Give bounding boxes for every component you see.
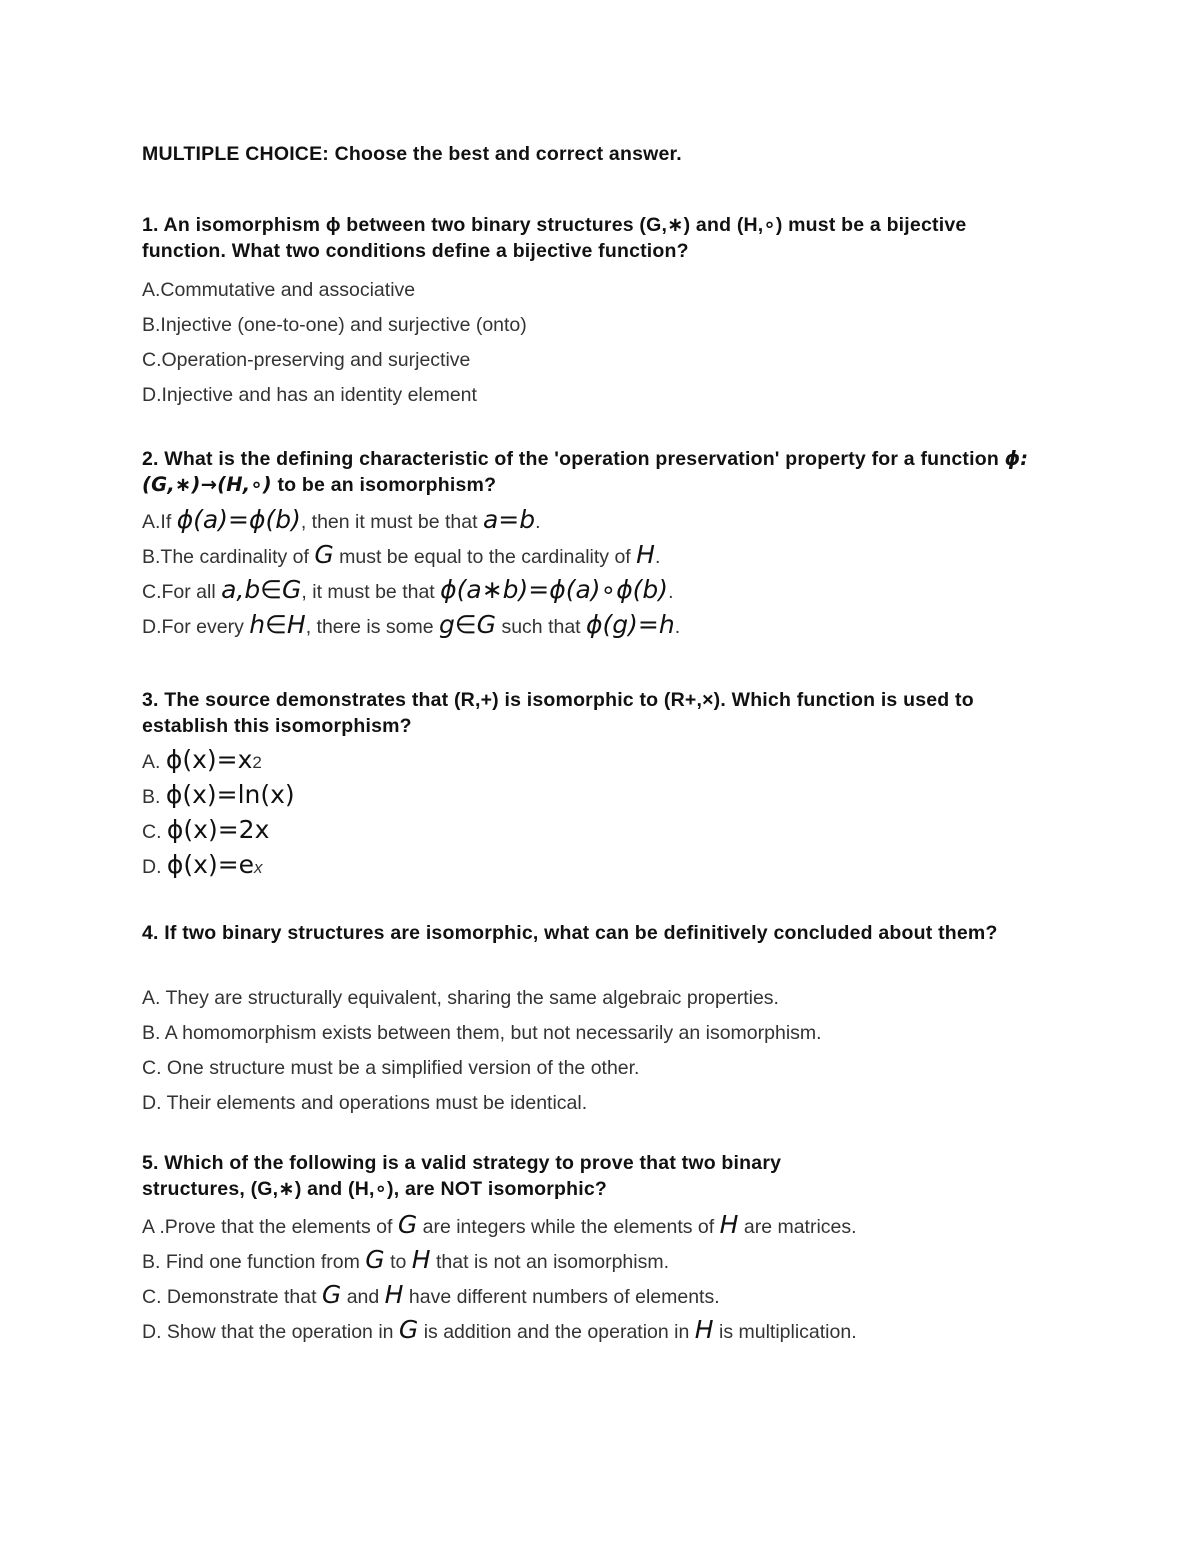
q3-option-b: B. ϕ(x)=ln(x) [142,780,295,809]
q1-option-a: A.Commutative and associative [142,279,416,301]
q5-option-b: B. Find one function from G to H that is not an isomorphism. [142,1245,670,1274]
q4-option-b: B. A homomorphism exists between them, but not necessarily an isomorphism. [142,1022,822,1044]
q5-option-a: A .Prove that the elements of G are integers while the elements of H are matrices. [142,1210,857,1239]
q3-option-c: C. ϕ(x)=2x [142,815,270,844]
q3-option-d: D. ϕ(x)=ex [142,850,263,879]
q2-option-d: D.For every h∈H, there is some g∈G such that ϕ(g)=h. [142,610,681,639]
question-5: 5. Which of the following is a valid strategy to prove that two binary structures, (G,∗) and (H,∘), are NOT isomorphic? [142,1152,782,1200]
q4-option-c: C. One structure must be a simplified version of the other. [142,1057,640,1079]
q1-option-d: D.Injective and has an identity element [142,384,477,406]
instructions-heading: MULTIPLE CHOICE: Choose the best and correct answer. [142,143,682,165]
question-4: 4. If two binary structures are isomorphic, what can be definitively concluded about them? [142,922,998,944]
q3-option-a: A. ϕ(x)=x2 [142,745,262,774]
q1-option-b: B.Injective (one-to-one) and surjective (onto) [142,314,527,336]
q4-option-d: D. Their elements and operations must be identical. [142,1092,588,1114]
q2-option-c: C.For all a,b∈G, it must be that ϕ(a∗b)=ϕ(a)∘ϕ(b). [142,575,674,604]
q2-option-b: B.The cardinality of G must be equal to the cardinality of H. [142,540,661,569]
question-2: 2. What is the defining characteristic of the 'operation preservation' property for a function ϕ:(G,∗)→(H,∘) to be an isomorphism? [142,447,1029,496]
q5-option-d: D. Show that the operation in G is addition and the operation in H is multiplication. [142,1315,857,1344]
question-3: 3. The source demonstrates that (R,+) is isomorphic to (R+,×). Which function is used to establish this isomorphism? [142,689,974,737]
q4-option-a: A. They are structurally equivalent, sharing the same algebraic properties. [142,987,779,1009]
q1-option-c: C.Operation-preserving and surjective [142,349,471,371]
q2-option-a: A.If ϕ(a)=ϕ(b), then it must be that a=b. [142,505,541,534]
q5-option-c: C. Demonstrate that G and H have different numbers of elements. [142,1280,720,1309]
question-1: 1. An isomorphism ϕ between two binary structures (G,∗) and (H,∘) must be a bijective function. What two conditions define a bijective function? [142,214,967,262]
